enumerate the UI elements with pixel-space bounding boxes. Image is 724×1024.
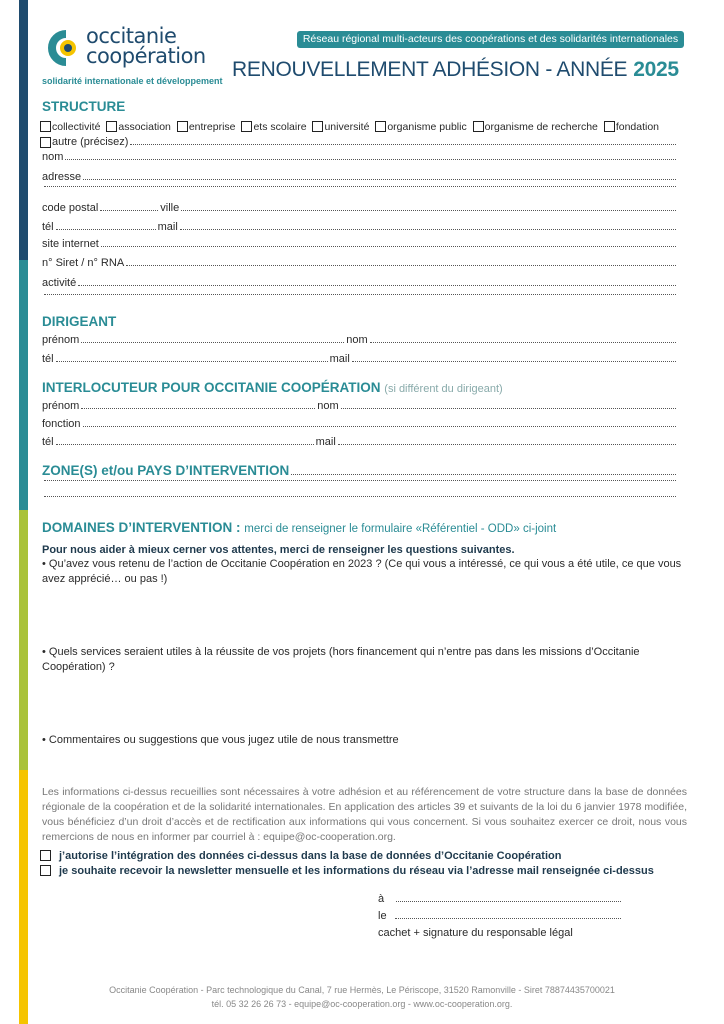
label-ets-scolaire: ets scolaire [253,121,307,133]
label-collectivite: collectivité [52,121,101,133]
label-entreprise: entreprise [188,121,236,133]
zones-row-3 [42,496,678,500]
signature-date-field[interactable] [395,918,621,919]
page-title [232,58,679,82]
label-dirigeant-mail: mail [329,353,350,365]
signature-date-row [378,910,623,922]
siret-field[interactable] [126,265,676,266]
interlocuteur-mail-field[interactable] [338,444,676,445]
activite-row [42,277,678,289]
label-organisme-public: organisme public [387,121,467,133]
interlocuteur-heading-text: INTERLOCUTEUR POUR OCCITANIE COOPÉRATION [42,380,381,395]
logo-word-occitanie: occitanie [86,24,177,48]
interlocuteur-contact-row [42,436,678,448]
label-a: à [378,893,385,905]
autre-field[interactable] [130,144,676,145]
label-universite: université [324,121,370,133]
interlocuteur-name-row [42,400,678,412]
signature-place-field[interactable] [396,901,621,902]
adresse-field-2[interactable] [44,186,676,187]
consent-2-label: je souhaite recevoir la newsletter mensuelle et les informations du réseau via l’adresse mail renseignée ci-dessus [59,865,654,877]
consent-2-row [40,865,654,877]
label-mail: mail [157,221,178,233]
label-association: association [118,121,171,133]
interlocuteur-fonction-row [42,418,678,430]
domaines-heading [42,520,556,535]
logo [42,24,232,88]
footer-contact: tél. 05 32 26 26 73 - equipe@oc-cooperation.org - www.oc-cooperation.org. [211,999,513,1009]
checkbox-consent-database[interactable] [40,850,51,861]
dirigeant-heading: DIRIGEANT [42,314,117,329]
site-row [42,238,678,250]
question-2: • Quels services seraient utiles à la réussite de vos projets (hors financement qui n’entre pas dans les missions d’Occitanie Coopération) ? [42,646,640,673]
interlocuteur-note: (si différent du dirigeant) [384,383,503,395]
label-le: le [378,910,387,922]
label-autre: autre (précisez) [52,136,129,148]
siret-row [42,257,678,269]
consent-1-row [40,850,561,862]
checkbox-organisme-recherche[interactable] [473,121,484,132]
code-postal-row [42,202,678,214]
dirigeant-prenom-field[interactable] [81,342,344,343]
adresse-field[interactable] [83,179,676,180]
site-field[interactable] [101,246,676,247]
interlocuteur-heading [42,380,503,395]
nom-field[interactable] [65,159,676,160]
label-tel: tél [42,221,54,233]
activite-field-2[interactable] [44,294,676,295]
label-interlocuteur-mail: mail [315,436,336,448]
structure-heading: STRUCTURE [42,99,126,114]
dirigeant-mail-field[interactable] [352,361,676,362]
checkbox-ets-scolaire[interactable] [241,121,252,132]
label-siret: n° Siret / n° RNA [42,257,125,269]
logo-mark-icon [42,28,82,68]
label-organisme-recherche: organisme de recherche [484,121,598,133]
other-type-row [40,136,678,148]
label-dirigeant-tel: tél [42,353,54,365]
label-dirigeant-nom: nom [346,334,368,346]
zones-row [42,463,678,478]
interlocuteur-prenom-field[interactable] [81,408,315,409]
label-ville: ville [160,202,180,214]
label-nom: nom [42,151,64,163]
logo-word-cooperation: coopération [86,44,206,68]
zones-heading: ZONE(S) et/ou PAYS D’INTERVENTION [42,463,290,478]
legal-notice: Les informations ci-dessus recueillies sont nécessaires à votre adhésion et au référencement de votre structure dans la base de données régionale de la coopération et de la solidarité internationales. En application des articles 39 et suivants de la loi du 6 janvier 1978 modifiée, vous bénéficiez d’un droit d’accès et de rectification aux informations qui vous concernent. Si vous souhaitez exercer ce droit, nous vous remercions de nous en informer par courriel à : equipe@oc-cooperation.org. [42,786,687,843]
zones-row-2 [42,480,678,484]
label-cachet: cachet + signature du responsable légal [378,927,573,939]
checkbox-autre[interactable] [40,137,51,148]
label-code-postal: code postal [42,202,99,214]
checkbox-collectivite[interactable] [40,121,51,132]
side-bar-navy [19,0,28,260]
label-dirigeant-prenom: prénom [42,334,80,346]
nom-row [42,151,678,163]
signature-cachet-row [378,927,623,939]
ville-field[interactable] [181,210,676,211]
network-banner: Réseau régional multi-acteurs des coopérations et des solidarités internationales [297,31,684,48]
structure-tel-field[interactable] [56,229,156,230]
checkbox-universite[interactable] [312,121,323,132]
checkbox-fondation[interactable] [604,121,615,132]
zones-field-2[interactable] [44,480,676,481]
side-bar-teal [19,260,28,510]
page-title-year: 2025 [633,58,679,81]
domaines-heading-text: DOMAINES D’INTERVENTION : [42,520,241,535]
interlocuteur-fonction-field[interactable] [83,426,676,427]
side-color-bar [19,0,28,1024]
consent-1-label: j’autorise l’intégration des données ci-dessus dans la base de données d’Occitanie Coopération [59,850,562,862]
activite-field[interactable] [78,285,676,286]
question-1: • Qu’avez vous retenu de l’action de Occitanie Coopération en 2023 ? (Ce qui vous a intéressé, ce qui vous a été utile, ce que vous avez apprécié… ou pas !) [42,558,682,585]
structure-mail-field[interactable] [180,229,676,230]
label-interlocuteur-fonction: fonction [42,418,81,430]
dirigeant-tel-field[interactable] [56,361,328,362]
questions-intro: Pour nous aider à mieux cerner vos attentes, merci de renseigner les questions suivantes. [42,544,515,556]
interlocuteur-tel-field[interactable] [56,444,314,445]
checkbox-entreprise[interactable] [177,121,188,132]
interlocuteur-nom-field[interactable] [341,408,676,409]
label-activite: activité [42,277,77,289]
logo-tagline: solidarité internationale et développement [42,76,223,86]
footer-address: Occitanie Coopération - Parc technologique du Canal, 7 rue Hermès, Le Périscope, 31520 Ramonville - Siret 78874435700021 [109,985,615,995]
activite-row-2 [42,294,678,298]
dirigeant-name-row [42,334,678,346]
label-interlocuteur-nom: nom [317,400,339,412]
label-fondation: fondation [615,121,660,133]
zones-field-3[interactable] [44,496,676,497]
adresse-row-2 [42,186,678,190]
label-site: site internet [42,238,99,250]
signature-place-row [378,893,623,905]
side-bar-green [19,510,28,770]
checkbox-consent-newsletter[interactable] [40,865,51,876]
code-postal-field[interactable] [100,210,158,211]
adresse-row [42,171,678,183]
dirigeant-nom-field[interactable] [370,342,676,343]
zones-field[interactable] [291,474,676,475]
label-interlocuteur-tel: tél [42,436,54,448]
label-interlocuteur-prenom: prénom [42,400,80,412]
label-adresse: adresse [42,171,82,183]
checkbox-association[interactable] [106,121,117,132]
domaines-text: merci de renseigner le formulaire «Référentiel - ODD» ci-joint [244,523,557,535]
structure-type-checkboxes [40,121,662,133]
page-title-text: RENOUVELLEMENT ADHÉSION - ANNÉE [232,58,628,81]
dirigeant-contact-row [42,353,678,365]
checkbox-organisme-public[interactable] [375,121,386,132]
question-3: • Commentaires ou suggestions que vous jugez utile de nous transmettre [42,734,399,746]
structure-tel-row [42,221,678,233]
